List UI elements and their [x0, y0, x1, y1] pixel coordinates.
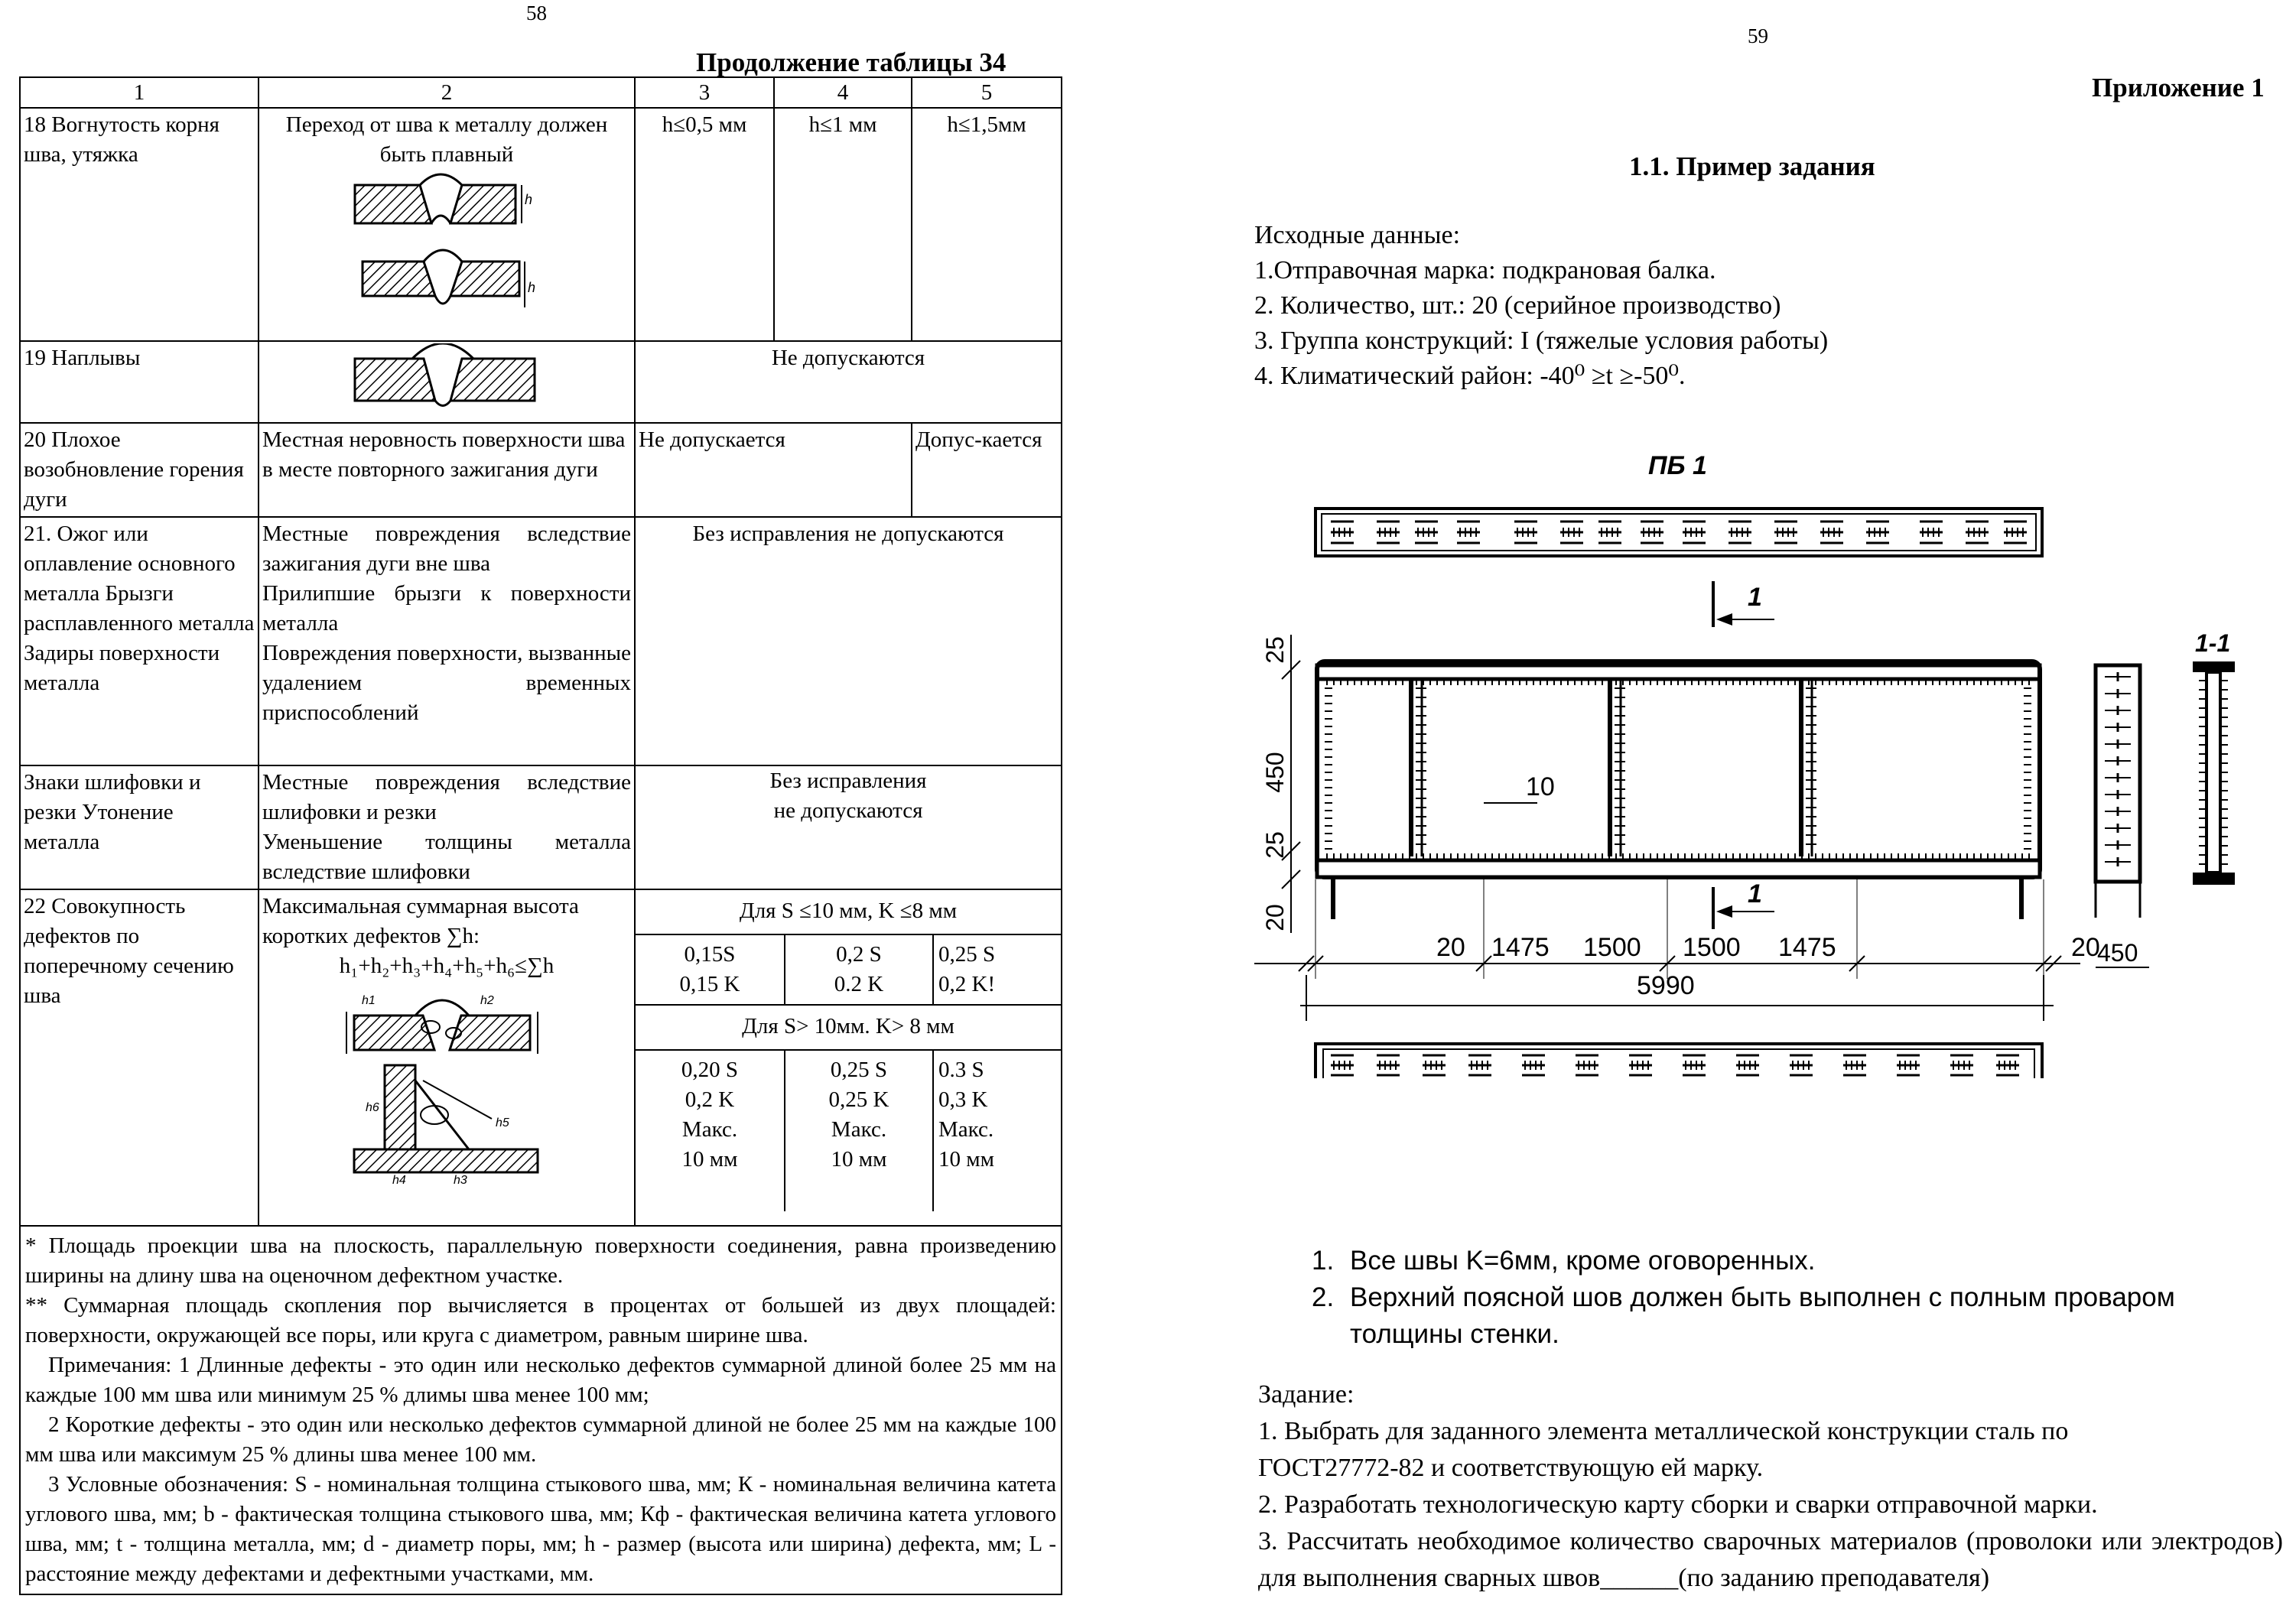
- section-marker-top: 1: [1748, 583, 1762, 612]
- row-21-desc-2: Прилипшие брызги к поверхности металла: [262, 581, 631, 635]
- root-concavity-sketch: [347, 170, 546, 323]
- drawing-mark: ПБ 1: [1648, 451, 1707, 480]
- task-item-1a: 1. Выбрать для заданного элемента металлической конструкции сталь по: [1258, 1417, 2069, 1445]
- dim-total-length: 5990: [1637, 971, 1695, 1000]
- col-header-5: 5: [912, 77, 1062, 108]
- row-22-group-1-header: Для S ≤10 мм, K ≤8 мм: [636, 890, 1061, 935]
- row-21-desc-1: Местные повреждения вследствие зажигания дуги вне шва: [262, 522, 631, 576]
- note-2-number: 2.: [1312, 1282, 1335, 1312]
- value: 10 мм: [681, 1147, 738, 1172]
- svg-text:h1: h1: [362, 994, 376, 1007]
- dim-span-3: 1500: [1683, 933, 1741, 962]
- dim-web-height: 450: [1261, 752, 1289, 793]
- overlap-sketch: [347, 343, 546, 412]
- row-20-c34: Не допускается: [635, 423, 912, 517]
- value: 10 мм: [831, 1147, 887, 1172]
- row-22-formula: h₁+h₂+h₃+h₄+h₅+h₆≤∑h: [339, 954, 554, 978]
- table-row: [20, 341, 1062, 423]
- top-view: [1315, 509, 2042, 556]
- row-21b-desc-1: Местные повреждения вследствие шлифовки и резки: [262, 770, 631, 824]
- svg-text:h: h: [525, 192, 533, 207]
- row-19-name: 19 Наплывы: [20, 341, 259, 423]
- table-row: [20, 423, 1062, 517]
- value: 0,15 K: [679, 972, 740, 996]
- value: 0.3 S: [938, 1058, 984, 1082]
- row-18-desc: Переход от шва к металлу должен быть плавный: [285, 112, 608, 167]
- row-21b-desc-cell: [259, 765, 635, 889]
- elevation-view: [1317, 661, 2040, 919]
- dim-span-2: 1500: [1583, 933, 1641, 962]
- row-18-c4: h≤1 мм: [774, 108, 912, 341]
- task-section: [1258, 1376, 2283, 1597]
- value: 0,25 S: [938, 942, 996, 967]
- source-heading: Исходные данные:: [1254, 221, 1461, 249]
- row-18-name: 18 Вогнутость корня шва, утяжка: [20, 108, 259, 341]
- task-item-1b: ГОСТ27772-82 и соответствующую ей марку.: [1258, 1454, 1764, 1482]
- svg-text:h3: h3: [454, 1174, 467, 1187]
- row-21-desc-3: Повреждения поверхности, вызванные удалением временных приспособлений: [262, 641, 631, 725]
- note-1-number: 1.: [1312, 1246, 1335, 1276]
- col-header-1: 1: [20, 77, 259, 108]
- group-2-col-3: [636, 1051, 785, 1211]
- row-22-desc-cell: [259, 889, 635, 1226]
- value: 0,25 K: [828, 1087, 889, 1112]
- dim-stiffener: 10: [1526, 772, 1555, 801]
- table-notes: [20, 1226, 1062, 1594]
- row-20-name: 20 Плохое возобновление горения дуги: [20, 423, 259, 517]
- task-item-3: 3. Рассчитать необходимое количество сварочных материалов (проволоки или электродов) для выполнения сварных швов______(по заданию преподавателя): [1258, 1527, 2283, 1592]
- row-22-desc: Максимальная суммарная высота коротких дефектов ∑h:: [262, 894, 579, 948]
- appendix-title: Приложение 1: [2092, 73, 2265, 102]
- group-1-col-5: [933, 935, 1061, 1004]
- value: 0,20 S: [681, 1058, 739, 1082]
- table-header-row: [20, 77, 1062, 108]
- row-20-desc: Местная неровность поверхности шва в месте повторного зажигания дуги: [259, 423, 635, 517]
- page-number: 59: [1748, 24, 1768, 47]
- dim-bottom-flange: 25: [1261, 831, 1289, 859]
- task-heading: Задание:: [1258, 1380, 1355, 1409]
- value: 10 мм: [938, 1147, 994, 1172]
- value: Макс.: [938, 1117, 994, 1142]
- value: 0,2 K: [685, 1087, 735, 1112]
- dim-overhang: 20: [1261, 904, 1289, 931]
- source-item-2: 2. Количество, шт.: 20 (серийное производство): [1254, 291, 1781, 320]
- col-header-3: 3: [635, 77, 774, 108]
- row-21-desc-cell: [259, 517, 635, 765]
- source-item-3: 3. Группа конструкций: I (тяжелые условия работы): [1254, 327, 1829, 355]
- col-header-2: 2: [259, 77, 635, 108]
- left-page: [0, 0, 1086, 1599]
- row-19-rule: Не допускаются: [635, 341, 1062, 423]
- source-item-1: 1.Отправочная марка: подкрановая балка.: [1254, 256, 1716, 284]
- task-item-2: 2. Разработать технологическую карту сборки и сварки отправочной марки.: [1258, 1490, 2098, 1519]
- bottom-view: [1315, 1044, 2042, 1078]
- right-page: [1193, 0, 2296, 1599]
- section-marker-bottom: 1: [1748, 879, 1762, 908]
- row-22-group-1-values: [636, 935, 1061, 1004]
- crane-beam-drawing: [1193, 428, 2296, 1078]
- row-22-group-2-header: Для S> 10мм. K> 8 мм: [636, 1004, 1061, 1051]
- dim-right-end: 20: [2071, 933, 2100, 962]
- table-row: [20, 765, 1062, 889]
- value: 0,2 S: [836, 942, 882, 967]
- table-continuation-title: Продолжение таблицы 34: [696, 47, 1007, 77]
- side-view: [2096, 665, 2149, 967]
- dim-left-end: 20: [1436, 933, 1465, 962]
- value: 0,25 S: [830, 1058, 888, 1082]
- row-19-sketch-cell: [259, 341, 635, 423]
- row-20-c5: Допус-кается: [912, 423, 1062, 517]
- dim-flange-width: 450: [2097, 939, 2138, 967]
- cross-section-defects-sketch: [339, 981, 568, 1188]
- group-2-col-5: [933, 1051, 1061, 1211]
- row-22-name: 22 Совокупность дефектов по поперечному сечению шва: [20, 889, 259, 1226]
- table-row: [20, 108, 1062, 341]
- source-item-4: 4. Климатический район: -40⁰ ≥t ≥-50⁰.: [1254, 362, 1686, 390]
- note-1: Примечания: 1 Длинные дефекты - это один или несколько дефектов суммарной длиной более 25 мм на каждые 100 мм шва или минимум 25 % длимы шва менее 100 мм;: [25, 1353, 1056, 1407]
- row-22-group-2-values: [636, 1051, 1061, 1211]
- source-data: [1254, 218, 1828, 394]
- row-21-name: 21. Ожог или оплавление основного металла Брызги расплавленного металла Задиры поверхности металла: [20, 517, 259, 765]
- row-18-c3: h≤0,5 мм: [635, 108, 774, 341]
- svg-text:h: h: [528, 280, 536, 295]
- value: Макс.: [681, 1117, 738, 1142]
- group-1-col-4: [785, 935, 933, 1004]
- table-row: [20, 517, 1062, 765]
- dim-top-flange: 25: [1261, 636, 1289, 664]
- note-2-text: Верхний поясной шов должен быть выполнен с полным проваром толщины стенки.: [1350, 1282, 2175, 1349]
- drawing-notes: [1312, 1243, 2291, 1353]
- page-number: 58: [526, 2, 547, 24]
- value: Макс.: [831, 1117, 887, 1142]
- note-1-text: Все швы K=6мм, кроме оговоренных.: [1350, 1246, 1816, 1276]
- example-title: 1.1. Пример задания: [1629, 151, 1875, 181]
- row-21b-rule: Без исправления не допускаются: [635, 765, 1062, 889]
- row-18-c5: h≤1,5мм: [912, 108, 1062, 341]
- svg-text:h5: h5: [496, 1116, 509, 1129]
- value: 0,3 K: [938, 1087, 988, 1112]
- section-view-label: 1-1: [2195, 629, 2231, 657]
- col-header-4: 4: [774, 77, 912, 108]
- group-2-col-4: [785, 1051, 933, 1211]
- table-row: [20, 889, 1062, 1226]
- note-2: 2 Короткие дефекты - это один или несколько дефектов суммарной длиной не более 25 мм на каждые 100 мм шва или максимум 25 % длины шва менее 100 мм.: [25, 1412, 1056, 1467]
- dim-span-1: 1475: [1491, 933, 1550, 962]
- svg-text:h4: h4: [392, 1174, 406, 1187]
- footnote-1: * Площадь проекции шва на плоскость, параллельную поверхности соединения, равна произведению ширины на длину шва на оценочном дефектном участке.: [25, 1233, 1056, 1288]
- value: 0.2 K: [834, 972, 884, 996]
- dim-span-4: 1475: [1778, 933, 1836, 962]
- value: 0,15S: [684, 942, 736, 967]
- note-3: 3 Условные обозначения: S - номинальная толщина стыкового шва, мм; К - номинальная величина катета углового шва, мм; b - фактическая толщина стыкового шва, мм; Кф - фактическая величина катета углового шва, мм; t - толщина металла, мм; d - диаметр поры, мм; h - размер (высота или ширина) дефекта, мм; L - расстояние между дефектами и дефектными участками, мм.: [25, 1472, 1056, 1586]
- svg-text:h6: h6: [366, 1101, 379, 1114]
- row-22-values-cell: [635, 889, 1062, 1226]
- group-1-col-3: [636, 935, 785, 1004]
- defects-table: [19, 76, 1062, 1595]
- value: 0,2 K!: [938, 972, 996, 996]
- svg-text:h2: h2: [480, 994, 494, 1007]
- row-21b-name: Знаки шлифовки и резки Утонение металла: [20, 765, 259, 889]
- row-18-desc-cell: [259, 108, 635, 341]
- row-21-rule: Без исправления не допускаются: [635, 517, 1062, 765]
- table-notes-row: [20, 1226, 1062, 1594]
- footnote-2: ** Суммарная площадь скопления пор вычисляется в процентах от большей из двух площадей: поверхности, окружающей все поры, или круга с диаметром, равным ширине шва.: [25, 1293, 1056, 1347]
- section-1-1-view: [2193, 629, 2235, 885]
- row-21b-desc-2: Уменьшение толщины металла вследствие шлифовки: [262, 830, 631, 884]
